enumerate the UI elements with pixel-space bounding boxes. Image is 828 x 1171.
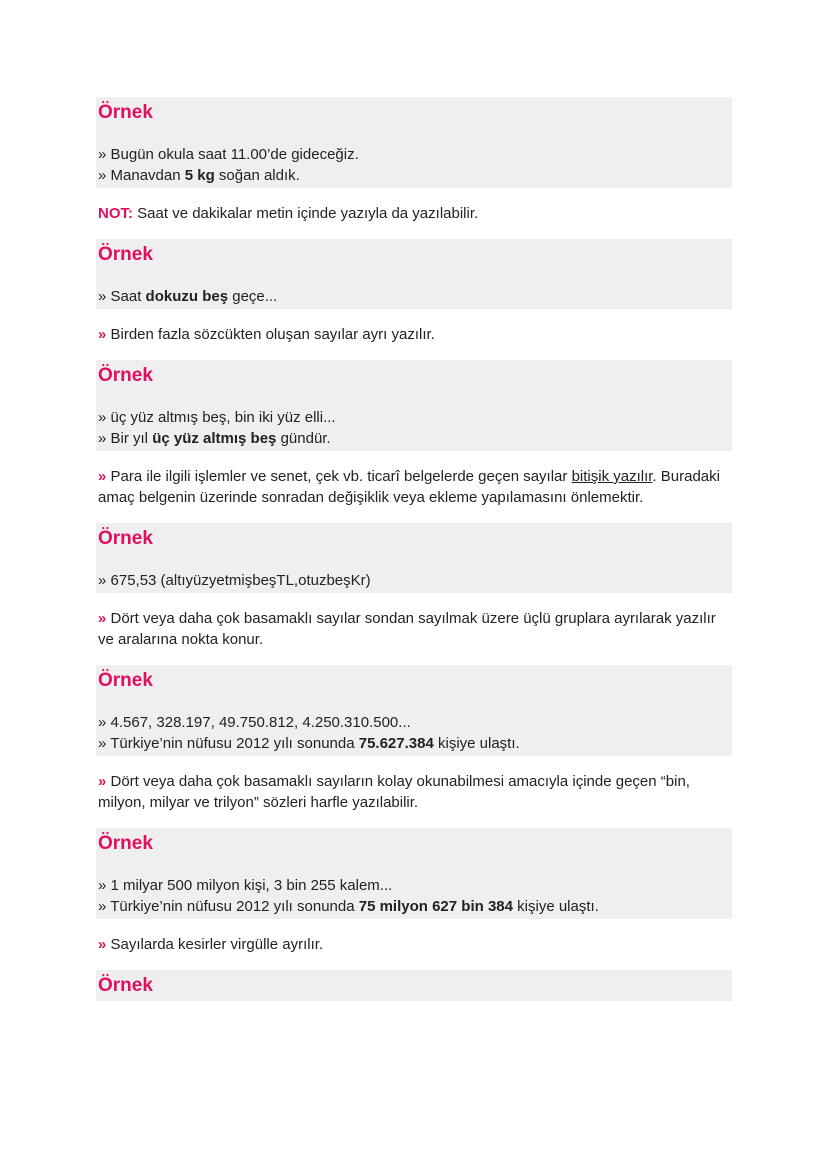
rule-paragraph — [96, 466, 732, 508]
example-box-4 — [96, 523, 732, 593]
example-box-3 — [96, 360, 732, 451]
text-segment: » Bir yıl — [98, 430, 153, 447]
bullet-marker: » — [98, 773, 107, 790]
rule-paragraph — [96, 934, 732, 955]
text-segment: » Türkiye’nin nüfusu 2012 yılı sonunda — [98, 898, 359, 915]
example-title: Örnek — [98, 244, 153, 265]
text-segment: kişiye ulaştı. — [512, 898, 599, 915]
example-title: Örnek — [98, 102, 153, 123]
example-title: Örnek — [98, 833, 153, 854]
rule-paragraph — [96, 324, 732, 345]
example-title: Örnek — [98, 975, 153, 996]
bold-text: üç yüz altmış beş — [152, 430, 277, 447]
rule-text: Para ile ilgili işlemler ve senet, çek vb. ticarî belgelerde geçen sayılar — [106, 468, 572, 485]
example-line — [98, 165, 732, 186]
document-page — [96, 97, 732, 1001]
example-box-2 — [96, 239, 732, 309]
bullet-marker: » — [98, 610, 107, 627]
text-segment: » Saat — [98, 288, 146, 305]
example-line: » 1 milyar 500 milyon kişi, 3 bin 255 kalem... — [98, 877, 393, 894]
example-box-5 — [96, 665, 732, 756]
bullet-marker: » — [98, 468, 107, 485]
bullet-marker: » — [98, 326, 107, 343]
underlined-text: bitişik yazılır — [571, 468, 653, 485]
text-segment: soğan aldık. — [214, 167, 300, 184]
rule-text: Dört veya daha çok basamaklı sayıların kolay okunabilmesi amacıyla içinde geçen “bin, milyon, milyar ve trilyon” sözleri harfle yazılabilir. — [98, 773, 690, 811]
rule-text: Sayılarda kesirler virgülle ayrılır. — [106, 936, 324, 953]
example-box-7 — [96, 970, 732, 1001]
example-line — [98, 286, 732, 307]
text-segment: geçe... — [228, 288, 278, 305]
example-title: Örnek — [98, 528, 153, 549]
example-line — [98, 733, 732, 754]
example-line — [98, 896, 732, 917]
note-text: Saat ve dakikalar metin içinde yazıyla da yazılabilir. — [133, 205, 479, 222]
example-line: » Bugün okula saat 11.00’de gideceğiz. — [98, 146, 359, 163]
text-segment: » Türkiye’nin nüfusu 2012 yılı sonunda — [98, 735, 359, 752]
rule-paragraph — [96, 771, 732, 813]
text-segment: kişiye ulaştı. — [433, 735, 520, 752]
example-line: » üç yüz altmış beş, bin iki yüz elli... — [98, 409, 336, 426]
bold-text: dokuzu beş — [145, 288, 229, 305]
note-paragraph — [96, 203, 732, 224]
example-box-6 — [96, 828, 732, 919]
bold-text: 75.627.384 — [358, 735, 434, 752]
rule-text: Birden fazla sözcükten oluşan sayılar ayrı yazılır. — [106, 326, 435, 343]
bullet-marker: » — [98, 936, 107, 953]
example-line: » 675,53 (altıyüzyetmişbeşTL,otuzbeşKr) — [98, 572, 371, 589]
text-segment: » Manavdan — [98, 167, 185, 184]
example-title: Örnek — [98, 670, 153, 691]
rule-paragraph — [96, 608, 732, 650]
example-line — [98, 428, 732, 449]
bold-text: 5 kg — [184, 167, 215, 184]
example-line: » 4.567, 328.197, 49.750.812, 4.250.310.500... — [98, 714, 411, 731]
rule-text: . Buradaki amaç belgenin üzerinde sonradan değişiklik veya ekleme yapılamasını önlemektir. — [98, 468, 720, 506]
rule-text: Dört veya daha çok basamaklı sayılar sondan sayılmak üzere üçlü gruplara ayrılarak yazılır ve aralarına nokta konur. — [98, 610, 716, 648]
bold-text: 75 milyon 627 bin 384 — [358, 898, 513, 915]
text-segment: gündür. — [276, 430, 331, 447]
example-title: Örnek — [98, 365, 153, 386]
example-box-1 — [96, 97, 732, 188]
note-label: NOT: — [98, 205, 133, 222]
